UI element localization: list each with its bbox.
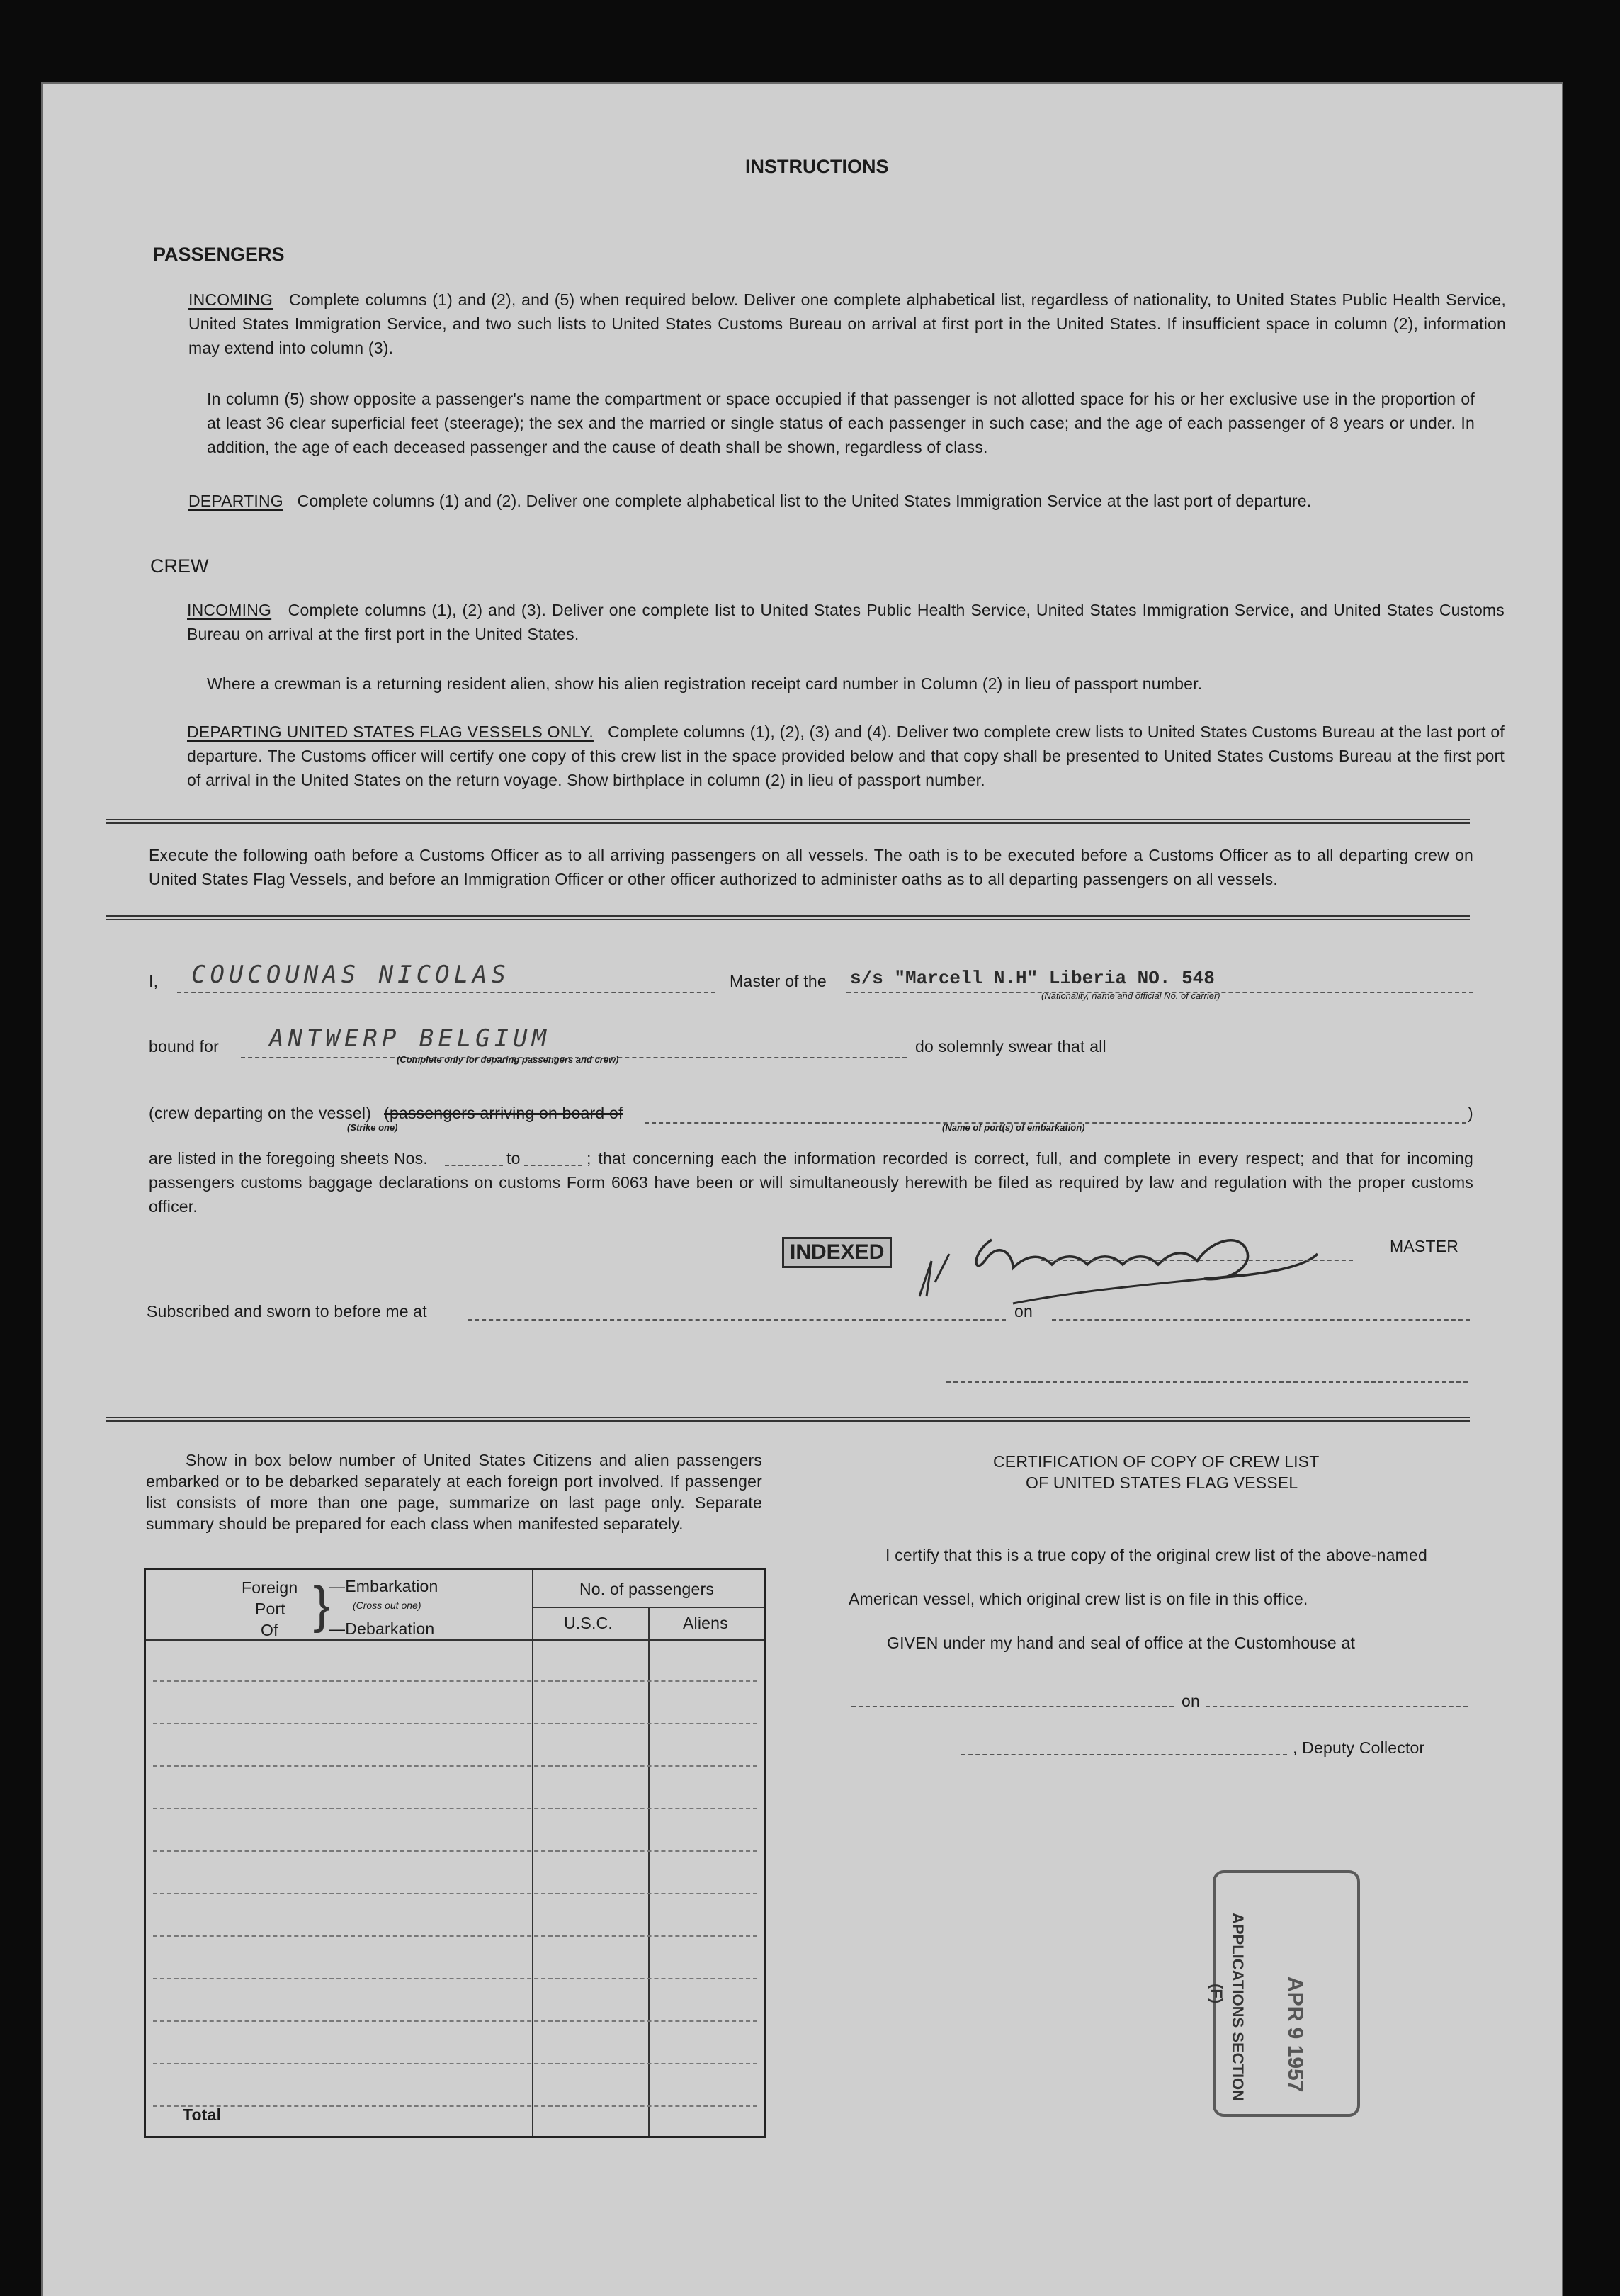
bound-for-caption: (Complete only for deparing passengers and crew) xyxy=(397,1054,619,1065)
passengers-departing-text: Complete columns (1) and (2). Deliver one complete alphabetical list to the United States Immigration Service at the last port of departure. xyxy=(297,492,1312,510)
subscribed-place-line xyxy=(468,1319,1006,1321)
customhouse-line xyxy=(851,1706,1174,1707)
table-row xyxy=(153,1723,757,1724)
crew-heading: CREW xyxy=(150,555,209,577)
no-passengers-header: No. of passengers xyxy=(579,1580,715,1598)
subscribed-on-label: on xyxy=(1014,1302,1033,1321)
master-name-value: COUCOUNAS NICOLAS xyxy=(191,961,510,989)
table-row xyxy=(153,1680,757,1682)
certification-line-1: I certify that this is a true copy of the original crew list of the above-named xyxy=(885,1546,1427,1564)
table-row xyxy=(153,1978,757,1979)
total-label: Total xyxy=(183,2105,222,2124)
certification-line-2: American vessel, which original crew list is on file in this office. xyxy=(849,1590,1308,1608)
vessel-caption: (Nationality, name and official No. of carrier) xyxy=(1041,990,1220,1001)
passengers-incoming-paragraph xyxy=(188,288,1506,360)
received-stamp-date: APR 9 1957 xyxy=(1284,1977,1307,2093)
crew-resident-paragraph: Where a crewman is a returning resident alien, show his alien registration receipt card number in Column (2) in lieu of passport number. xyxy=(207,674,1203,693)
aliens-header: Aliens xyxy=(683,1614,728,1632)
foreign-header: Foreign xyxy=(242,1578,298,1597)
table-row xyxy=(153,2105,757,2107)
of-header: Of xyxy=(261,1621,278,1639)
received-stamp-section: APPLICATIONS SECTION xyxy=(1229,1913,1247,2102)
brace: } xyxy=(313,1577,331,1634)
oath-i-label: I, xyxy=(149,972,159,990)
table-row xyxy=(153,1765,757,1767)
table-row xyxy=(153,1893,757,1894)
master-of-label: Master of the xyxy=(730,972,827,990)
certification-date-line xyxy=(1206,1706,1468,1707)
table-row xyxy=(153,2063,757,2064)
usc-header: U.S.C. xyxy=(564,1614,613,1632)
certification-line-3: GIVEN under my hand and seal of office at the Customhouse at xyxy=(887,1634,1356,1652)
divider xyxy=(106,915,1470,920)
passenger-summary-table xyxy=(144,1568,766,2138)
ports-caption: (Name of port(s) of embarkation) xyxy=(942,1122,1085,1133)
crew-departing-text: Complete columns (1), (2), (3) and (4). Deliver two complete crew lists to United States Customs Bureau at the last port of departure. The Customs officer will certify one copy of this crew list in the space provided below and that copy shall be presented to United States Customs Bureau at the first port of arrival in the United States on the return voyage. Show birthplace in column (2) in lieu of passport number. xyxy=(187,723,1505,789)
embarkation-label: —Embarkation xyxy=(329,1577,438,1595)
vessel-value: s/s "Marcell N.H" Liberia NO. 548 xyxy=(850,968,1215,989)
close-paren: ) xyxy=(1468,1104,1473,1122)
strike-caption: (Strike one) xyxy=(347,1122,398,1133)
officer-signature-line xyxy=(946,1381,1468,1383)
oath-intro: Execute the following oath before a Customs Officer as to all arriving passengers on all vessels. The oath is to be executed before a Customs Officer as to all departing crew on United States Flag Vessels, and before an Immigration Officer or other officer authorized to administer oaths as to all departing passengers on all vessels. xyxy=(149,846,1473,888)
passengers-departing-label: DEPARTING xyxy=(188,492,283,510)
table-row xyxy=(153,1808,757,1809)
table-row xyxy=(153,1850,757,1852)
crew-departing-paragraph xyxy=(187,720,1505,792)
header-divider xyxy=(532,1607,764,1608)
struck-option: (passengers arriving on board of xyxy=(384,1104,623,1122)
crew-departing-label: DEPARTING UNITED STATES FLAG VESSELS ONLY. xyxy=(187,723,594,741)
bound-for-label: bound for xyxy=(149,1037,219,1056)
passengers-heading: PASSENGERS xyxy=(153,244,285,265)
crew-incoming-label: INCOMING xyxy=(187,601,272,619)
listed-sheets-label: are listed in the foregoing sheets Nos. xyxy=(149,1149,428,1167)
certification-heading-1: CERTIFICATION OF COPY OF CREW LIST xyxy=(993,1452,1320,1471)
port-header: Port xyxy=(255,1600,285,1618)
passengers-column5-paragraph: In column (5) show opposite a passenger's name the compartment or space occupied if that passenger is not allotted space for his or her exclusive use in the proportion of at least 36 clear superficial feet (steerage); the sex and the married or single status of each passenger in such case; and the age of each passenger of 8 years or under. In addition, the age of each deceased passenger and the cause of death shall be shown, regardless of class. xyxy=(207,390,1475,456)
header-divider xyxy=(146,1639,764,1641)
certification-heading-2: OF UNITED STATES FLAG VESSEL xyxy=(1026,1474,1298,1492)
swear-label: do solemnly swear that all xyxy=(915,1037,1106,1056)
passengers-departing-paragraph xyxy=(188,489,1478,513)
master-name-line xyxy=(177,992,715,993)
master-label: MASTER xyxy=(1390,1237,1459,1255)
passengers-incoming-text: Complete columns (1) and (2), and (5) when required below. Deliver one complete alphabetical list, regardless of nationality, to United States Public Health Service, United States Immigration Service, and two such lists to United States Customs Bureau on arrival at first port in the United States. If insufficient space in column (2), information may extend into column (3). xyxy=(188,290,1506,357)
table-row xyxy=(153,1935,757,1937)
subscribed-date-line xyxy=(1052,1319,1470,1321)
listed-to-label: to xyxy=(506,1149,521,1167)
crew-incoming-text: Complete columns (1), (2) and (3). Deliver one complete list to United States Public Health Service, United States Immigration Service, and United States Customs Bureau on arrival at the first port in the United States. xyxy=(187,601,1505,643)
debarkation-label: —Debarkation xyxy=(329,1619,435,1638)
column-divider xyxy=(648,1607,650,2136)
table-row xyxy=(153,2020,757,2022)
bound-for-value: ANTWERP BELGIUM xyxy=(269,1024,551,1053)
master-signature xyxy=(907,1211,1332,1318)
crew-incoming-paragraph xyxy=(187,598,1505,646)
deputy-collector-label: , Deputy Collector xyxy=(1293,1738,1425,1757)
summary-instructions: Show in box below number of United States Citizens and alien passengers embarked or to be debarked separately at each foreign port involved. If passenger list consists of more than one page, summarize on last page only. Separate summary should be prepared for each class when manifested separately. xyxy=(146,1451,762,1533)
signature-line xyxy=(1041,1260,1353,1261)
certification-on-label: on xyxy=(1182,1692,1200,1710)
indexed-stamp: INDEXED xyxy=(782,1237,892,1268)
cross-out-note: (Cross out one) xyxy=(353,1600,421,1611)
received-stamp-code: (F) xyxy=(1208,1984,1225,2004)
listed-declaration: ; that concerning each the information recorded is correct, full, and complete in every respect; and that for incoming passengers customs baggage declarations on customs Form 6063 have been or will simultaneously herewith be filed as required by law and regulation with the proper customs officer. xyxy=(149,1149,1473,1216)
crew-departing-label: (crew departing on the vessel) xyxy=(149,1104,372,1122)
divider xyxy=(106,1417,1470,1422)
page-title: INSTRUCTIONS xyxy=(745,156,889,177)
divider xyxy=(106,819,1470,824)
deputy-collector-line xyxy=(961,1754,1287,1755)
column-divider xyxy=(532,1570,533,2136)
subscribed-label: Subscribed and sworn to before me at xyxy=(147,1302,427,1321)
passengers-incoming-label: INCOMING xyxy=(188,290,273,309)
